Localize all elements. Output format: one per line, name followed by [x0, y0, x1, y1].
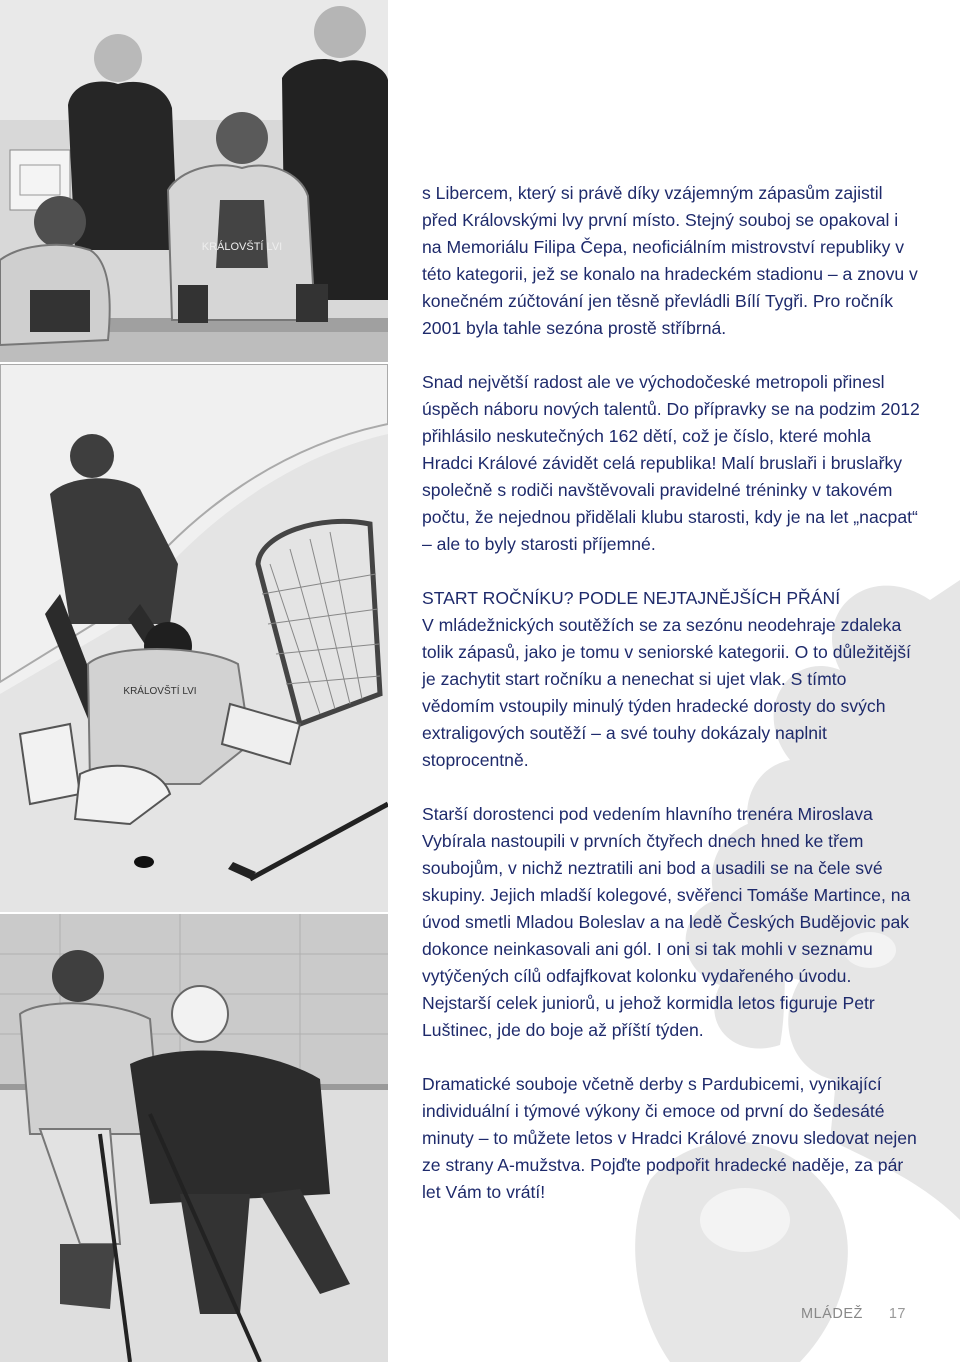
article-body — [422, 180, 922, 1206]
page-number: 17 — [888, 1306, 906, 1322]
jersey-text: KRÁLOVŠTÍ LVI — [201, 241, 283, 253]
paragraph: Starší dorostenci pod vedením hlavního trenéra Miroslava Vybírala nastoupili v prvních čtyřech dnech hned ke třem soubojům, v nichž neztratili ani bod a usadili se na čele své skupiny. Jejich mladší kolegové, svěřenci Tomáše Martince, na úvod smetli Mladou Boleslav a na ledě Českých Budějovic pak dokonce neinkasovali ani gól. I oni si tak mohli v seznamu vytýčených cílů odfajfkovat kolonku vydařeného úvodu. Nejstarší celek juniorů, u jehož kormidla letos figuruje Petr Luštinec, jde do boje až příští týden. — [422, 804, 911, 1040]
paragraph: s Libercem, který si právě díky vzájemným zápasům zajistil před Královskými lvy první místo. Stejný souboj se opakoval i na Memoriálu Filipa Čepa, neoficiálním mistrovství republiky v této kategorii, jež se konalo na hradeckém stadionu – a znovu v konečném zúčtování jen těsně převládli Bílí Tygři. Pro ročník 2001 byla tahle sezóna prostě stříbrná. — [422, 183, 918, 338]
photo-bench — [0, 0, 388, 362]
photo-goalie — [0, 364, 388, 912]
section-heading: START ROČNÍKU? PODLE NEJTAJNĚJŠÍCH PŘÁNÍ — [422, 588, 841, 608]
photo-skaters — [0, 914, 388, 1362]
paragraph: Dramatické souboje včetně derby s Pardubicemi, vynikající individuální i týmové výkony či emoce od první do šedesáté minuty – to můžete letos v Hradci Králové znovu sledovat nejen ze strany A-mužstva. Pojďte podpořit hradecké naděje, za pár let Vám to vrátí! — [422, 1074, 917, 1202]
section-name: MLÁDEŽ — [801, 1306, 863, 1322]
page-footer — [801, 1306, 906, 1322]
jersey-text: KRÁLOVŠTÍ LVI — [123, 686, 197, 697]
paragraph: V mládežnických soutěžích se za sezónu neodehraje zdaleka tolik zápasů, jako je tomu v seniorské kategorii. O to důležitější je zachytit start ročníku a nenechat si ujet vlak. S tímto vědomím vstoupily minulý týden hradecké dorosty do svých extraligových soutěží – a své touhy dokázaly naplnit stoprocentně. — [422, 615, 911, 770]
paragraph: Snad největší radost ale ve východočeské metropoli přinesl úspěch náboru nových talentů. Do přípravky se na podzim 2012 přihlásilo neskutečných 162 dětí, což je číslo, které mohla Hradci Králové závidět celá republika! Malí bruslaři i bruslařky společně s rodiči navštěvovali pravidelné tréninky v takovém počtu, že nejednou přidělali klubu starosti, kdy je na let „nacpat“ – ale to byly starosti příjemné. — [422, 372, 920, 554]
